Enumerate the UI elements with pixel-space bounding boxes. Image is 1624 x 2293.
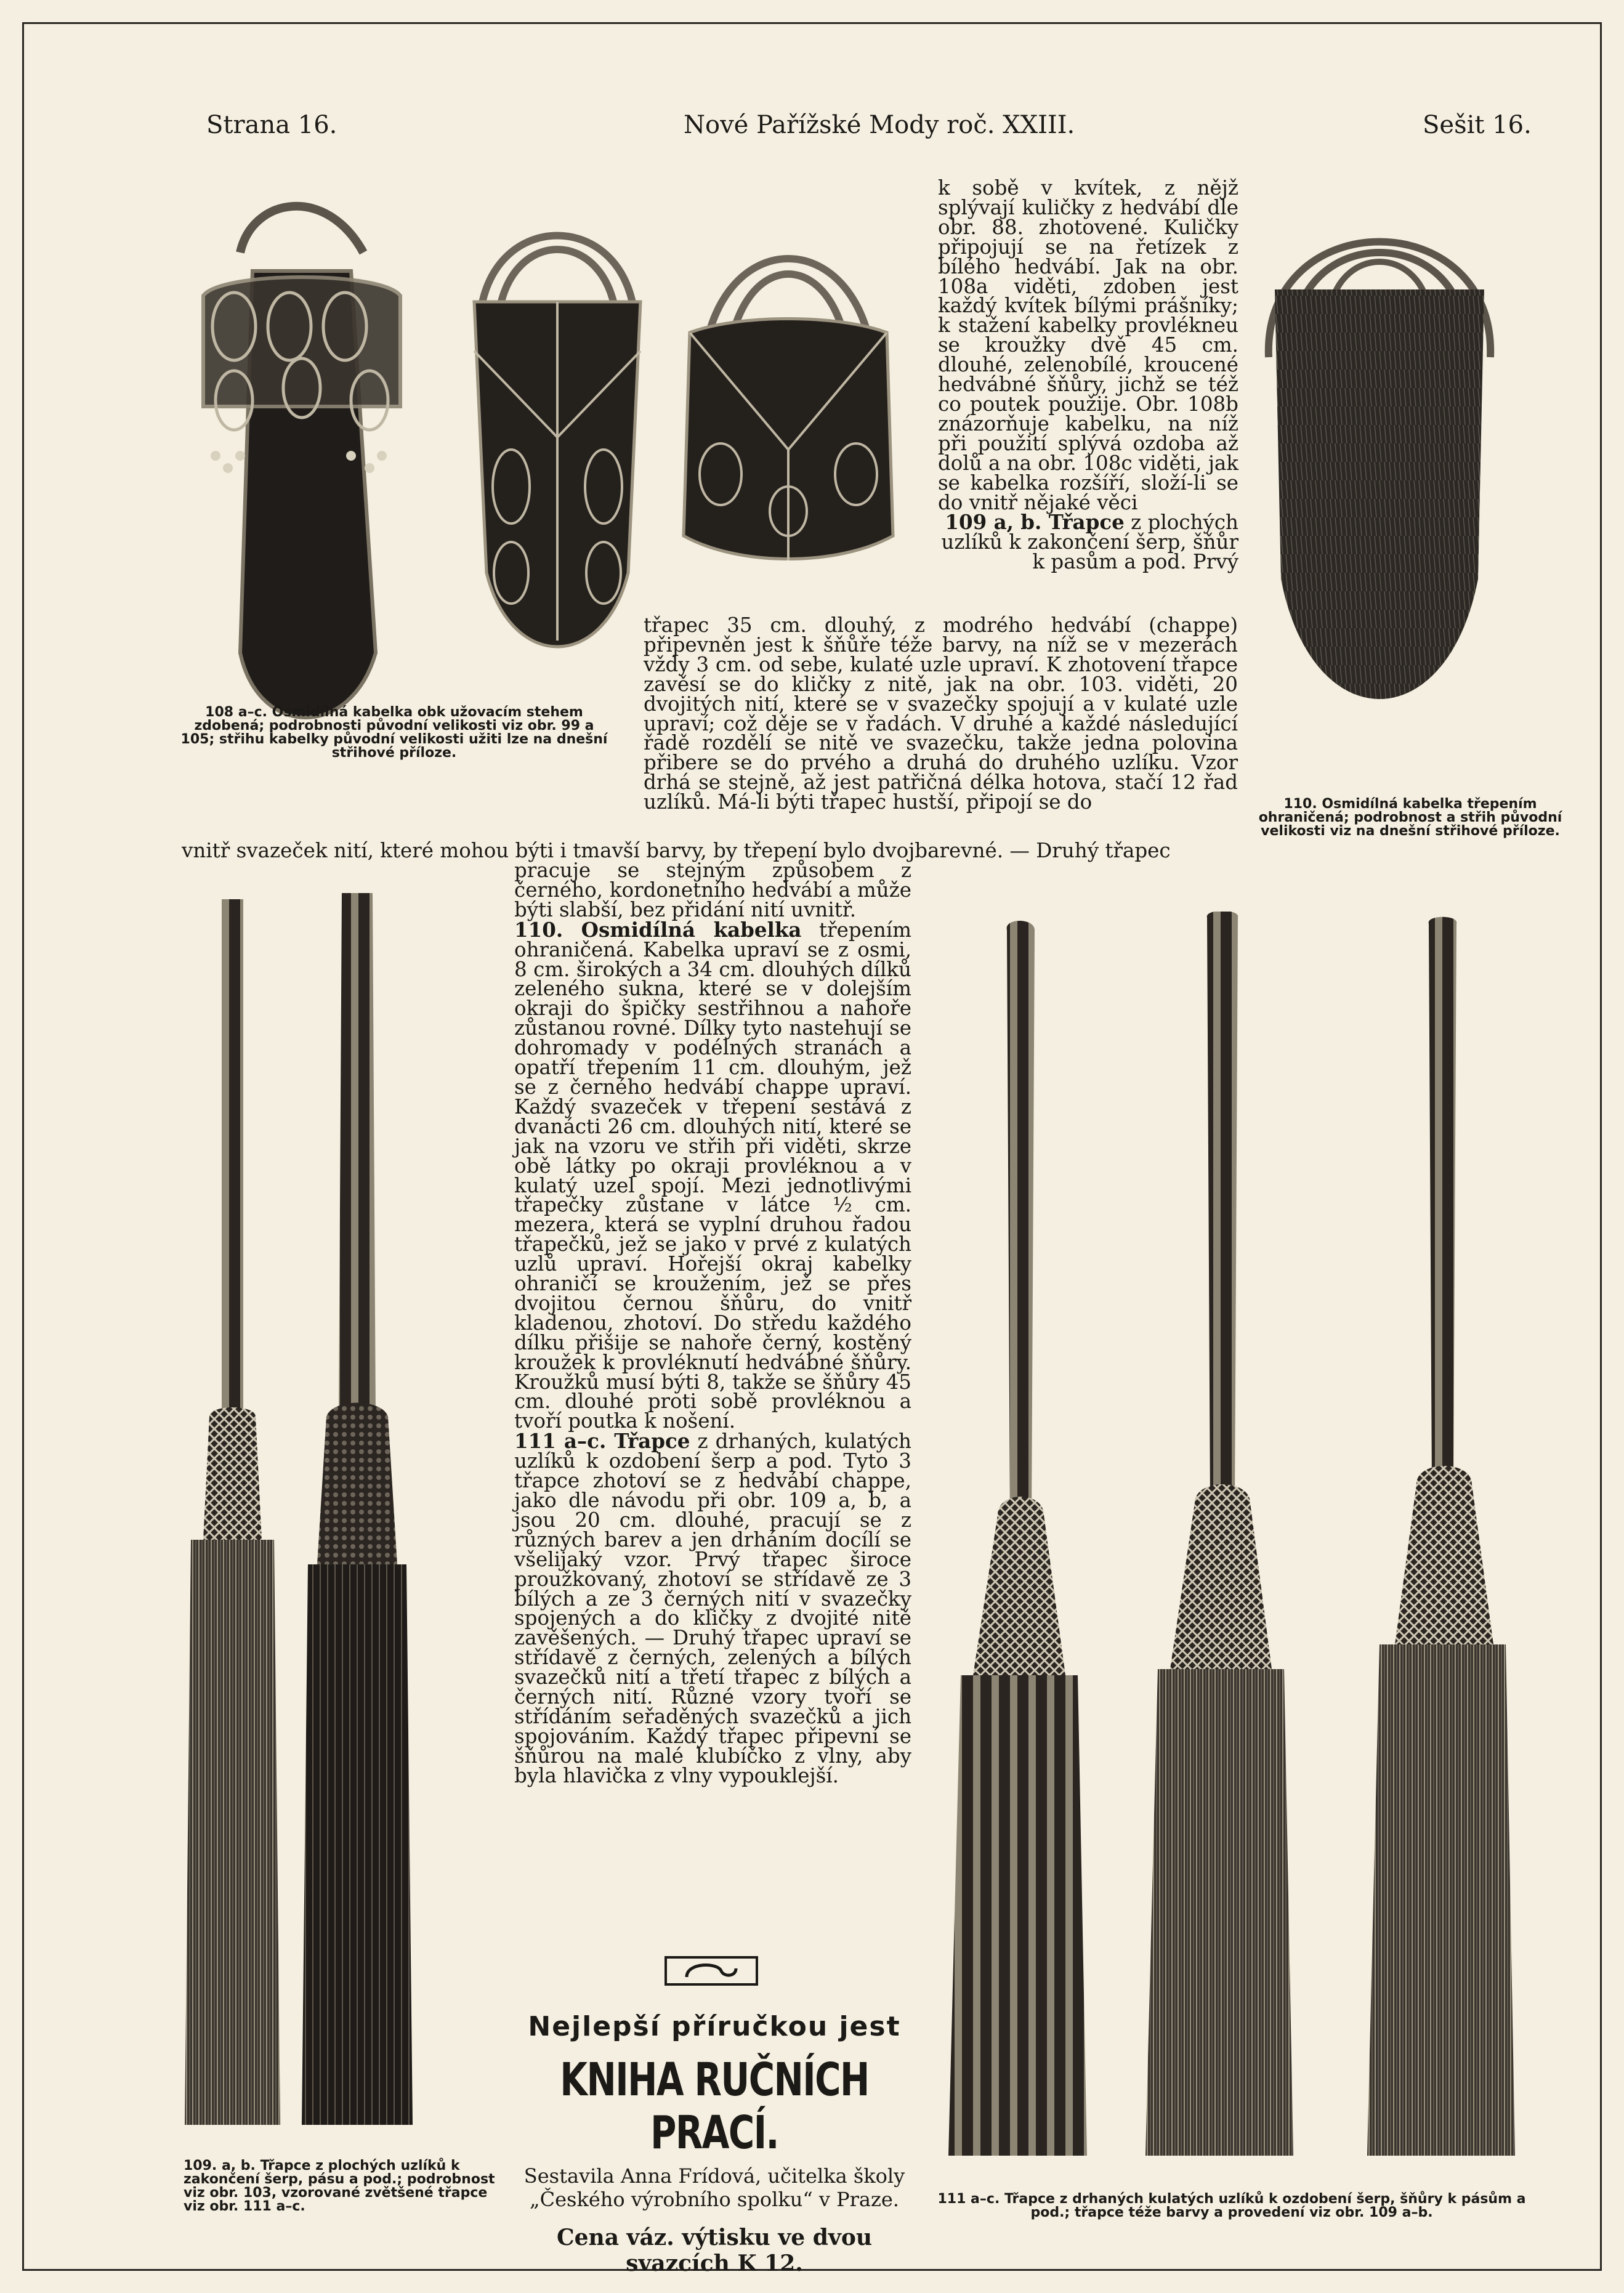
text-column-center xyxy=(514,861,911,1786)
figure-109-tassels-illustration xyxy=(185,887,450,2137)
figure-108a-bag-illustration xyxy=(166,185,437,751)
ad-headline: Nejlepší příručkou jest xyxy=(528,2011,901,2042)
figure-110-fringed-bag-illustration xyxy=(1250,185,1509,776)
tassel-109a xyxy=(185,899,280,2125)
heading-110: 110. Osmidílná kabelka xyxy=(514,917,802,942)
header-page-number: Strana 16. xyxy=(206,111,337,139)
caption-figure-111: 111 a–c. Třapce z drhaných kulatých uzlíků k ozdobení šerp, šňůry k pásům a pod.; třapce téže barvy a provedení viz obr. 109 a–b. xyxy=(937,2191,1526,2220)
figure-108b-bag-illustration xyxy=(456,191,659,684)
tassel-111b xyxy=(1145,912,1293,2156)
cartouche-ornament-icon xyxy=(662,1952,761,1989)
caption-figure-110: 110. Osmidílná kabelka třepením ohraničená; podrobnost a střih původní velikosti viz na dnešní střihové příloze. xyxy=(1258,796,1562,839)
ad-author: Sestavila Anna Frídová, učitelka školy „Českého výrobního spolku“ v Praze. xyxy=(523,2164,905,2211)
paragraph-109-continued: pracuje se stejným způsobem z černého, kordonetního hedvábí a může býti slabší, bez přidání nití uvnitř. xyxy=(514,859,911,921)
ad-book-title: KNIHA RUČNÍCH PRACÍ. xyxy=(560,2053,869,2159)
paragraph-110: 110. Osmidílná kabelka třepením ohraničená. Kabelka upraví se z osmi, 8 cm. širokých a 34 cm. dlouhých dílků zeleného sukna, které se v dolejším okraji do špičky sestřihnou a nahoře zůstanou rovné. Dílky tyto nastehují se dohromady v podélných stranách a opatří třepením 11 cm. dlouhým, jež se z černého hedvábí chappe upraví. Každý svazeček v třepení sestává z dvanácti 26 cm. dlouhých nití, které se jak na vzoru ve střih při viděti, skrze obě látky po okraji provléknou a v kulatý uzel spojí. Mezi jednotlivými třapečky zůstane v látce ½ cm. mezera, která se vyplní druhou řadou třapečků, jež se jako v prvé z kulatých uzlů upraví. Hořejší okraj kabelky ohraničí se kroužením, jež se přes dvojitou černou šňůru, do vnitř kladenou, zhotoví. Do středu každého dílku přišije se nahoře černý, kostěný kroužek k provléknutí hedvábné šňůry. Kroužků musí býti 8, takže se šňůry 45 cm. dlouhé proti sobě provléknou a tvoří poutka k nošení. xyxy=(514,917,911,1433)
tassel-109b xyxy=(302,893,413,2125)
tassel-111a xyxy=(948,921,1087,2156)
header-issue-number: Sešit 16. xyxy=(1423,111,1532,139)
header-magazine-title: Nové Pařížské Mody roč. XXIII. xyxy=(684,111,1075,139)
heading-111: 111 a–c. Třapce xyxy=(514,1429,690,1454)
paragraph-108-continued: k sobě v kvítek, z nějž splývají kuličky z hedvábí dle obr. 88. zhotovené. Kuličky připojují se na řetízek z bílého hedvábí. Jak na obr. 108a viděti, zdoben jest každý kvítek bílými prášníky; k stažení kabelky provlékneu se kroužky dvě 45 cm. dlouhé, zelenobílé, kroucené hedvábné šňůry, jichž se též co poutek použije. Obr. 108b znázorňuje kabelku, na níž při použití splývá ozdoba až dolů a na obr. 108c viděti, jak se kabelka rozšíří, složí-li se do vnitř nějaké věci xyxy=(938,176,1238,514)
caption-figure-109: 109. a, b. Třapce z plochých uzlíků k zakončení šerp, pásu a pod.; podrobnost viz obr. 103, vzorované zvětšené třapce viz obr. 111 a–c. xyxy=(184,2158,495,2214)
heading-109: 109 a, b. Třapce xyxy=(945,510,1125,535)
tassel-111c xyxy=(1367,917,1515,2156)
ad-price: Cena váz. výtisku ve dvou svazcích K 12. xyxy=(556,2225,873,2276)
figure-108c-bag-illustration xyxy=(665,191,911,597)
text-column-top-right xyxy=(938,176,1238,574)
text-line-109-wide: vnitř svazeček nití, které mohou býti i tmavší barvy, by třepení bylo dvojbarevné. — Druhý třapec xyxy=(182,839,1171,862)
paragraph-111: 111 a–c. Třapce z drhaných, kulatých uzlíků k ozdobení šerp a pod. Tyto 3 třapce zhotoví se z hedvábí chappe, jako dle návodu při obr. 109 a, b, a jsou 20 cm. dlouhé, pracují se z různých barev a jen drháním docílí se všelijaký vzor. Prvý třapec široce proužkovaný, zhotoví se střídavě ze 3 bílých a ze 3 černých nití v svazečky spojených a do kličky z dvojité nitě zavěšených. — Druhý třapec upraví se střídavě z černých, zelených a bílých svazečků nití a třetí třapec z bílých a černých nití. Různé vzory tvoří se střídáním seřaděných svazečků a jich spojováním. Každý třapec připevní se šňůrou na malé klubíčko z vlny, aby byla hlavička z vlny vypouklejší. xyxy=(514,1429,911,1787)
text-paragraph-109-body: třapec 35 cm. dlouhý, z modrého hedvábí (chappe) připevněn jest k šňůře téže barvy, na níž se v mezerách vždy 3 cm. od sebe, kulaté uzle upraví. K zhotovení třapce zavěsí se do kličky z nitě, jak na obr. 103. viděti, 20 dvojitých nití, které se v svazečky spojují a v kulaté uzle upraví; což děje se v řadách. V druhé a každé následující řadě rozdělí se nitě ve svazečku, takže jedna polovina přibere se do prvého a druhá do druhého uzlíku. Vzor drhá se stejně, až jest patřičná délka hotova, stačí 12 řad uzlíků. Má-li býti třapec hustší, připojí se do xyxy=(644,613,1238,814)
book-advertisement xyxy=(502,2011,927,2276)
figure-111-tassels-illustration xyxy=(936,912,1527,2162)
paragraph-109-lead: 109 a, b. Třapce z plochých uzlíků k zakončení šerp, šňůr k pasům a pod. Prvý xyxy=(941,510,1238,574)
caption-figure-108: 108 a–c. Osmidílná kabelka obk užovacím stehem zdobená; podrobnosti původní velikosti viz obr. 99 a 105; střihu kabelky původní velikosti užiti lze na dnešní střihové příloze. xyxy=(180,705,608,761)
